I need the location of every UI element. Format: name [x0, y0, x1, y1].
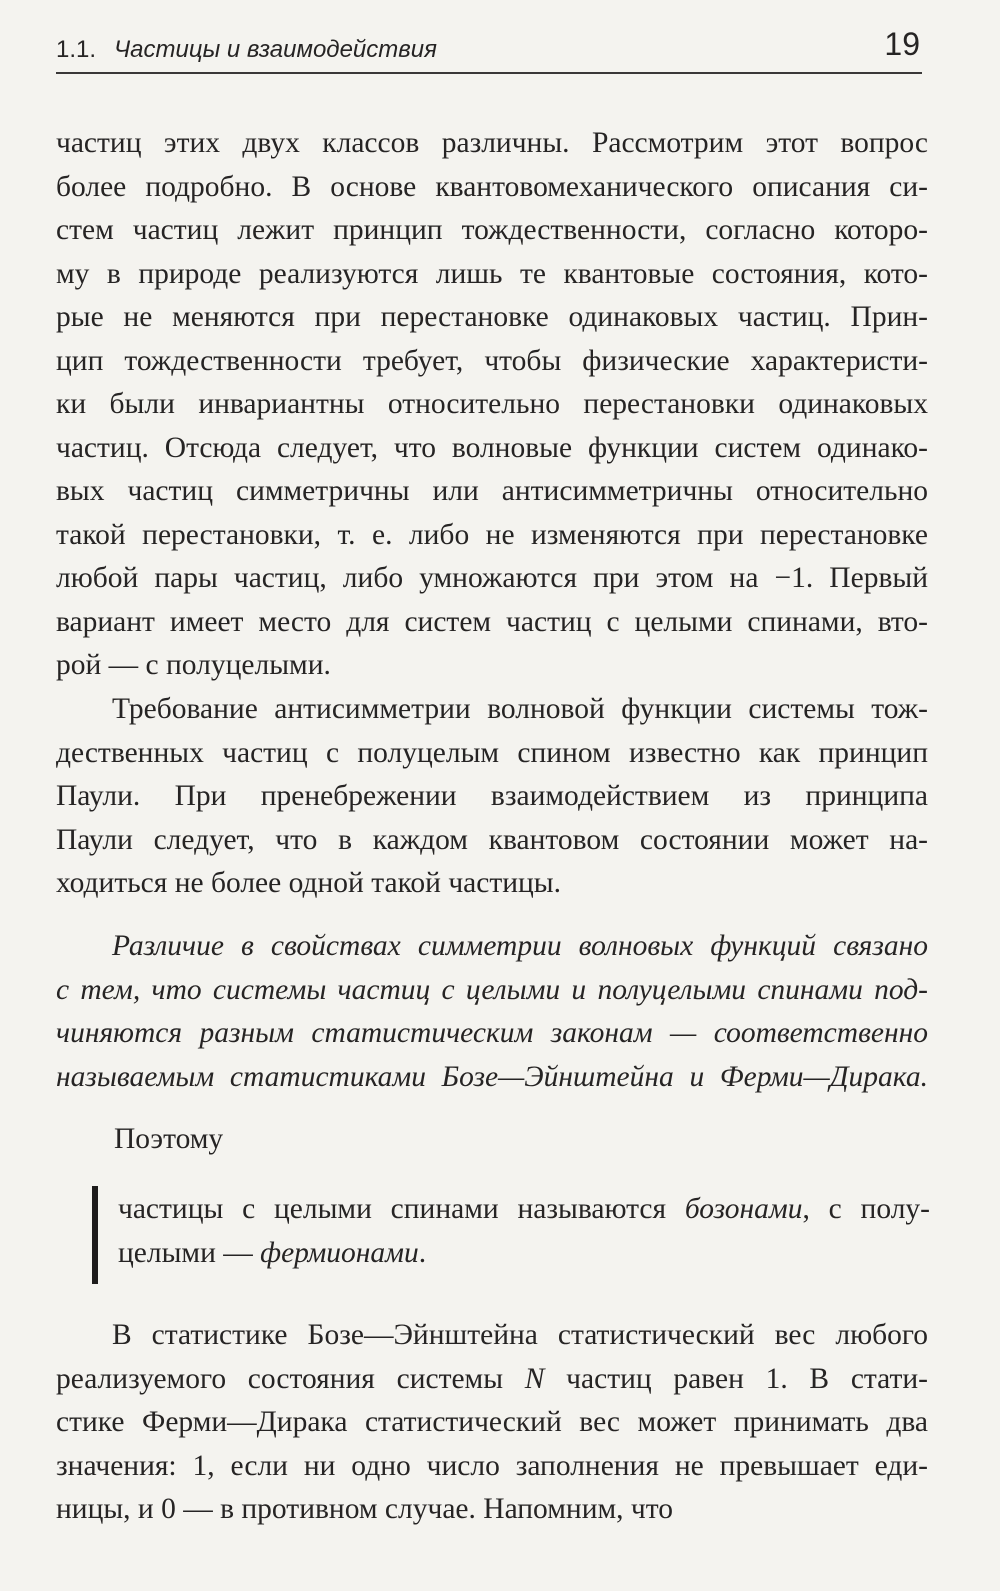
text-line: с тем, что системы частиц с целыми и полуцелыми спинами под- [56, 973, 928, 1006]
paragraph-identity-principle [56, 122, 928, 688]
text-line: стем частиц лежит принцип тождественности, согласно которо- [56, 214, 928, 246]
definition-bar [92, 1186, 98, 1284]
section-title: Частицы и взаимодействия [114, 36, 437, 63]
definition-text [118, 1188, 930, 1275]
term-fermions: фермионами [260, 1236, 419, 1269]
text-part: реализуемого состояния системы [56, 1362, 525, 1395]
text-line [56, 1358, 928, 1402]
term-bosons: бозонами [684, 1193, 803, 1225]
definition-text-part: частицы с целыми спинами называются [118, 1193, 685, 1225]
variable-n: N [524, 1362, 545, 1395]
italic-statement [56, 925, 928, 1099]
text-line: рой — с полуцелыми. [56, 649, 331, 681]
text-line: стике Ферми—Дирака статистический вес может принимать два [56, 1406, 928, 1438]
text-line: любой пары частиц, либо умножаются при этом на −1. Первый [56, 562, 928, 594]
text-line: вариант имеет место для систем частиц с целыми спинами, вто- [56, 605, 928, 638]
text-line: ницы, и 0 — в противном случае. Напомним, что [56, 1493, 673, 1525]
definition-line-2 [118, 1232, 930, 1276]
text-line: В статистике Бозе—Эйнштейна статистический вес любого [112, 1319, 928, 1351]
text-line: цип тождественности требует, чтобы физические характеристи- [56, 344, 928, 377]
transition-word: Поэтому [114, 1123, 224, 1155]
text-line: вых частиц симметричны или антисимметричны относительно [56, 475, 928, 507]
text-line: Паули следует, что в каждом квантовом состоянии может на- [56, 823, 928, 856]
running-head [56, 28, 922, 74]
text-line: чиняются разным статистическим законам — соответственно [56, 1017, 928, 1049]
text-line: частиц. Отсюда следует, что волновые функции систем одинако- [56, 431, 928, 464]
definition-line-1 [118, 1188, 930, 1232]
text-line: значения: 1, если ни одно число заполнения не превышает еди- [56, 1449, 928, 1482]
text-line: Требование антисимметрии волновой функции системы тож- [112, 693, 928, 725]
definition-text-part: , с полу- [802, 1193, 930, 1225]
paragraph-statistical-weight [56, 1314, 928, 1532]
text-line: частиц этих двух классов различны. Рассмотрим этот вопрос [56, 127, 928, 159]
paragraph-pauli-principle [56, 688, 928, 906]
text-line: называемым статистиками Бозе—Эйнштейна и Ферми—Дирака. [56, 1060, 928, 1093]
text-line: Паули. При пренебрежении взаимодействием из принципа [56, 780, 928, 812]
text-line: более подробно. В основе квантовомеханического описания си- [56, 170, 928, 203]
page-number: 19 [884, 26, 920, 62]
definition-text-part: . [418, 1236, 427, 1269]
section-number: 1.1. [56, 36, 97, 63]
text-line: му в природе реализуются лишь те квантовые состояния, кото- [56, 257, 928, 290]
definition-box [92, 1186, 932, 1284]
text-line: ки были инвариантны относительно перестановки одинаковых [56, 388, 928, 420]
text-line: такой перестановки, т. е. либо не изменяются при перестановке [56, 518, 928, 551]
text-part: частиц равен 1. В стати- [544, 1362, 928, 1395]
definition-text-part: целыми — [118, 1236, 261, 1269]
text-line: рые не меняются при перестановке одинаковых частиц. Прин- [56, 301, 928, 333]
text-line: ходиться не более одной такой частицы. [56, 867, 562, 899]
text-line: дественных частиц с полуцелым спином известно как принцип [56, 736, 928, 769]
text-line: Различие в свойствах симметрии волновых функций связано [112, 930, 928, 962]
